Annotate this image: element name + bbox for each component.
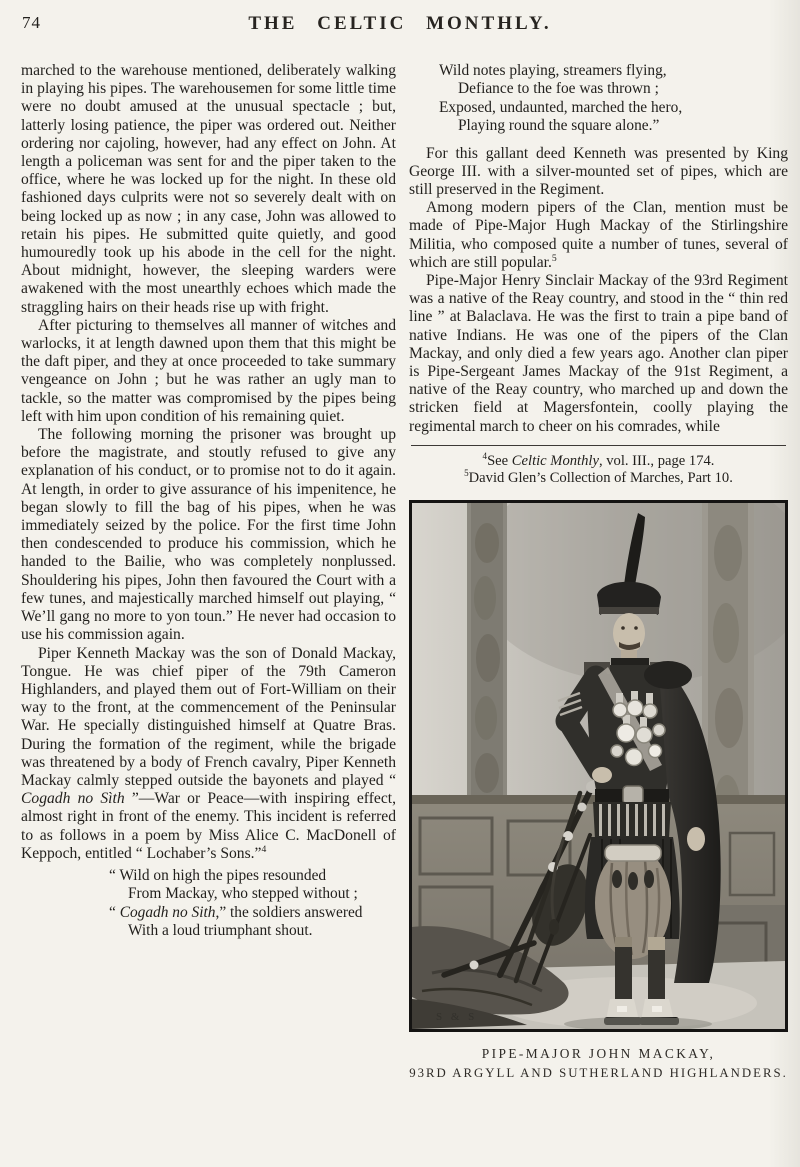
verse-stanza	[109, 867, 396, 941]
left-pillar	[467, 503, 507, 811]
text-run: With a loud triumphant shout.	[128, 922, 313, 940]
text-run: Wild notes playing, streamers flying,	[439, 62, 667, 79]
paragraph	[409, 145, 788, 200]
photo-caption	[409, 1046, 788, 1081]
text-run: Piper Kenneth Mackay was the son of Donald Mackay, Tongue. He was chief piper of the 79th Cameron Highlanders, and played them out of Fort-William on their way to the front, at the commencement of the Peninsular War. He specially distinguished himself at Quatre Bras. During the formation of the regiment, while the brigade was threatened by a body of French cavalry, Piper Kenneth Mackay calmly stepped outside the bayonets and played “	[21, 644, 396, 789]
verse-line	[109, 867, 396, 885]
text-run: David Glen’s Collection of Marches, Part 10.	[468, 470, 733, 487]
text-run: After picturing to themselves all manner of witches and warlocks, it at length dawned upon them that this might be the daft piper, and they at once proceeded to take summary vengeance on John ; but he was rather an ugly man to tackle, so the matter was compromised by the pipes being left with him upon condition of his remaining quiet.	[21, 316, 396, 425]
footnote-marker: 4	[482, 451, 488, 462]
footnote-marker: 5	[551, 252, 557, 264]
verse-line	[458, 117, 788, 135]
photographer-mark: S & S	[436, 1011, 478, 1024]
paragraph	[409, 272, 788, 436]
text-run: See	[487, 452, 512, 469]
hand-on-hip	[592, 767, 612, 783]
footnote-marker: 5	[464, 468, 469, 479]
text-run: Exposed, undaunted, marched the hero,	[439, 98, 683, 116]
text-run: Among modern pipers of the Clan, mention must be made of Pipe-Major Hugh Mackay of the Stirlingshire Militia, who composed quite a number of tunes, several of which are still popular.	[409, 199, 788, 271]
text-run: “ Wild on high the pipes resounded	[109, 866, 327, 884]
photo-caption-line2: 93RD ARGYLL AND SUTHERLAND HIGHLANDERS.	[409, 1066, 788, 1081]
text-run: ”—War or Peace—with inspiring effect, almost right in front of the enemy. This incident is referred to as follows in a poem by Miss Alice C. MacDonell of Keppoch, entitled “ Lochaber’s Sons.”	[21, 790, 396, 862]
page-title: THE CELTIC MONTHLY.	[248, 13, 552, 34]
text-run: The following morning the prisoner was brought up before the magistrate, and stoutly refused to give any explanation of his conduct, or to promise not to do it again. At length, in order to give assurance of his impenitence, he began slowly to fill the bag of his pipes, when he was immediately seized by the police. For the first time John then condescended to produce his commission, which he handed to the Bailie, who was completely nonplussed. Shouldering his pipes, John then favoured the Court with a few tunes, and majestically marched himself out playing, “ We’ll gang no more to yon toun.” He never had occasion to use his commission again.	[21, 426, 396, 644]
text-run: From Mackay, who stepped without ;	[128, 885, 358, 903]
photo-caption-line1: PIPE-MAJOR JOHN MACKAY,	[481, 1046, 716, 1062]
text-run: “	[109, 903, 120, 921]
text-run: , vol. III., page 174.	[598, 452, 715, 469]
verse-stanza	[439, 62, 788, 136]
text-run: marched to the warehouse mentioned, deliberately walking in playing his pipes. The warehousemen for some little time were no doubt amused at the unusual spectacle ; but, latterly losing patience, the piper was ordered out. Neither ordering nor cajoling, however, had any effect on John. At length a policeman was sent for and the piper taken to the office, where he was locked up for the night. In these old fashioned days culprits were not so severely dealt with on being locked up as now ; in any case, John was allowed to retain his pipes. He submitted quite quietly, and good humouredly took up his abode in the cell for the night. About midnight, however, the sleeping warders were awakened with the most unearthly echoes which made the straggling hairs on their heads rise up with fright.	[21, 62, 396, 316]
portrait-photo-illustration	[412, 503, 785, 1029]
footnote-marker: 4	[261, 843, 267, 855]
hanging-hand	[687, 827, 705, 851]
italic-text-run: Cogadh no Sìth	[21, 790, 125, 808]
verse-line	[128, 885, 396, 903]
paragraph	[21, 317, 396, 426]
two-column-layout	[0, 57, 800, 1081]
verse-line	[109, 904, 396, 922]
portrait-photo	[409, 500, 788, 1032]
verse-line	[128, 922, 396, 940]
right-column	[409, 62, 788, 1081]
footnote	[409, 470, 788, 488]
verse-line	[458, 80, 788, 98]
paragraph	[21, 62, 396, 317]
waist-flaps	[593, 802, 671, 839]
left-column	[21, 62, 396, 1081]
verse-line	[439, 62, 788, 80]
paragraph	[409, 199, 788, 272]
page-number: 74	[22, 13, 41, 32]
text-run: ,” the soldiers answered	[215, 903, 363, 921]
paragraph	[21, 426, 396, 644]
paragraph	[21, 645, 396, 863]
right-column-text	[409, 62, 788, 436]
text-run: Pipe-Major Henry Sinclair Mackay of the 93rd Regiment was a native of the Reay country, and stood in the “ thin red line ” at Balaclava. He was the first to train a pipe band of native Indians. He was one of the pipers of the Clan Mackay, and only died a few years ago. Another clan piper is Pipe-Sergeant James Mackay of the 91st Regiment, a native of the Reay country, who marched up and down the stricken field at Magersfontein, coolly playing the regimental march to cheer on his comrades, while	[409, 272, 788, 435]
page-header	[0, 0, 800, 57]
text-run: Defiance to the foe was thrown ;	[458, 80, 659, 98]
text-run: For this gallant deed Kenneth was presented by King George III. with a silver-mounted set of pipes, which are still preserved in the Regiment.	[409, 144, 788, 199]
italic-text-run: Cogadh no Sith	[119, 903, 216, 921]
portrait-figure	[409, 500, 788, 1081]
footnote-rule	[411, 445, 786, 446]
italic-text-run: Celtic Monthly	[511, 452, 599, 469]
verse-line	[439, 99, 788, 117]
text-run: Playing round the square alone.”	[458, 117, 660, 135]
footnotes	[409, 445, 788, 488]
